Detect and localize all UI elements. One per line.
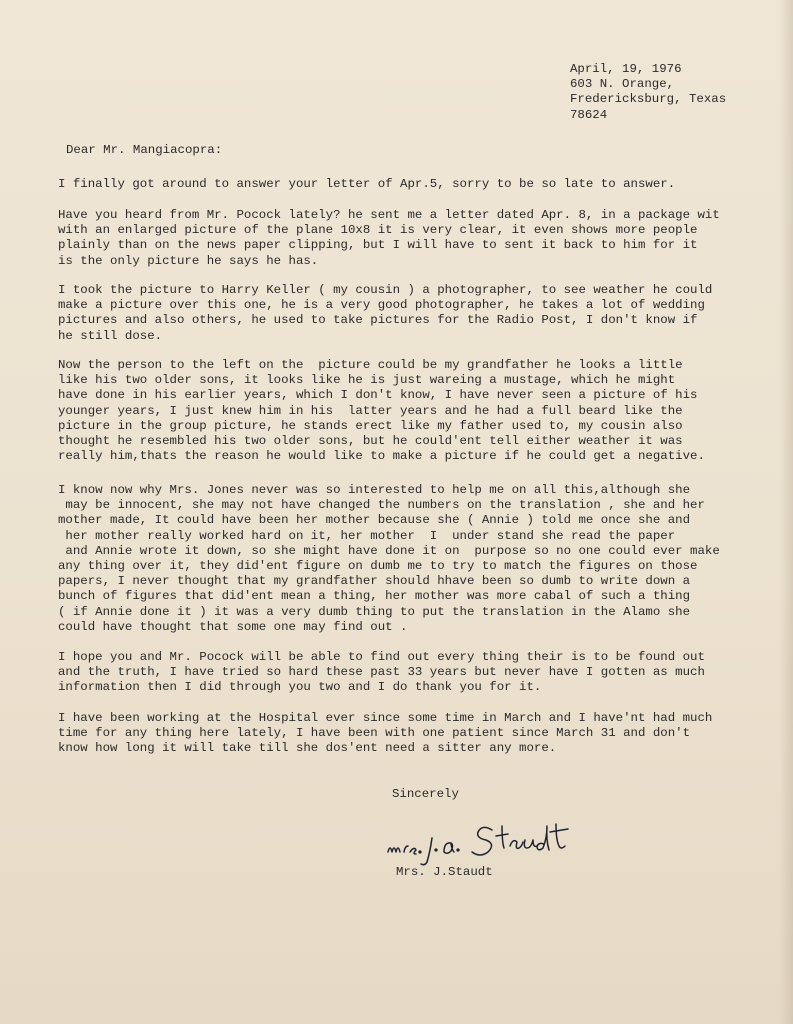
paragraph-line: younger years, I just knew him in his latter years and he had a full beard like the [58,403,683,418]
paragraph-line: I know now why Mrs. Jones never was so interested to help me on all this,although she [58,483,691,497]
paragraph-line: plainly than on the news paper clipping, but I will have to sent it back to him for it [58,238,698,253]
address-city: Fredericksburg, Texas [570,92,727,107]
letter-date: April, 19, 1976 [570,62,682,76]
paragraph-line: pictures and also others, he used to take pictures for the Radio Post, I don't know if [58,313,698,328]
paragraph-line: with an enlarged picture of the plane 10x8 it is very clear, it even shows more people [58,223,698,238]
paragraph-line: thought he resembled his two older sons, but he could'ent tell either weather it was [58,434,683,449]
paragraph-line: and Annie wrote it down, so she might have done it on purpose so no one could ever make [58,543,720,558]
address-zip: 78624 [570,107,608,122]
salutation: Dear Mr. Mangiacopra: [66,143,223,157]
paragraph-photographer [58,283,768,344]
sender-address [570,62,780,123]
typed-name: Mrs. J.Staudt [396,865,493,879]
paragraph-line: ( if Annie done it ) it was a very dumb thing to put the translation in the Alamo she [58,604,691,619]
paragraph-line: have done in his earlier years, which I don't know, I have never seen a picture of his [58,388,698,403]
paragraph-line: I took the picture to Harry Keller ( my cousin ) a photographer, to see weather he could [58,283,713,297]
paragraph-line: time for any thing here lately, I have been with one patient since March 31 and don't [58,726,691,741]
paragraph-grandfather [58,358,768,464]
paragraph-line: and the truth, I have tried so hard these past 33 years but never have I gotten as much [58,665,705,680]
paragraph-line: I finally got around to answer your letter of Apr.5, sorry to be so late to answer. [58,177,676,191]
paragraph-line: I hope you and Mr. Pocock will be able to find out every thing their is to be found out [58,650,705,664]
paragraph-hospital [58,711,768,757]
paragraph-line: could have thought that some one may find out . [58,619,408,634]
paragraph-line: may be innocent, she may not have changed the numbers on the translation , she and her [58,498,705,513]
paragraph-line: like his two older sons, it looks like he is just wareing a mustage, which he might [58,373,676,388]
paragraph-line: Have you heard from Mr. Pocock lately? he sent me a letter dated Apr. 8, in a package wit [58,208,720,222]
paragraph-mrs-jones [58,483,768,635]
paragraph-line: Now the person to the left on the picture could be my grandfather he looks a little [58,358,683,372]
paragraph-line: know how long it will take till she dos'ent need a sitter any more. [58,741,557,756]
paragraph-line: papers, I never thought that my grandfather should hhave been so dumb to write down a [58,574,691,589]
handwritten-signature [380,800,620,870]
paragraph-line: make a picture over this one, he is a very good photographer, he takes a lot of wedding [58,298,705,313]
paragraph-line: information then I did through you two and I do thank you for it. [58,680,542,695]
paragraph-thanks [58,650,768,696]
paragraph-line: I have been working at the Hospital ever since some time in March and I have'nt had much [58,711,713,725]
paragraph-opening [58,177,768,192]
paragraph-line: is the only picture he says he has. [58,253,319,268]
paragraph-line: really him,thats the reason he would like to make a picture if he could get a negative. [58,449,705,464]
closing: Sincerely [392,787,459,801]
address-street: 603 N. Orange, [570,77,675,92]
paragraph-line: bunch of figures that did'ent mean a thing, her mother was more cabal of such a thing [58,589,691,604]
paragraph-line: he still dose. [58,328,163,343]
paragraph-line: picture in the group picture, he stands erect like my father used to, my cousin also [58,418,683,433]
paragraph-line: any thing over it, they did'ent figure on dumb me to try to match the figures on those [58,559,698,574]
paragraph-pocock [58,208,768,269]
paragraph-line: mother made, It could have been her mother because she ( Annie ) told me once she and [58,513,691,528]
paragraph-line: her mother really worked hard on it, her mother I under stand she read the paper [58,528,676,543]
